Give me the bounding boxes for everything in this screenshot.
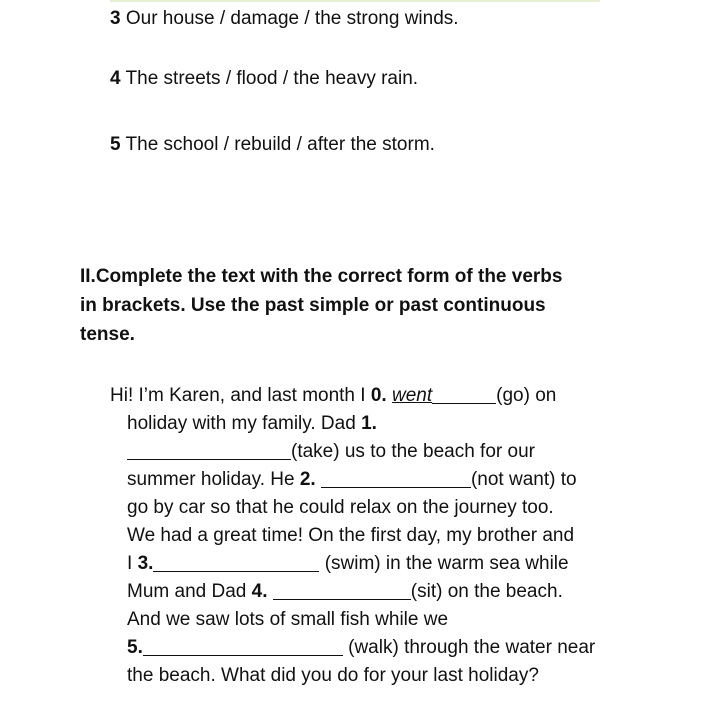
item-text: The streets / flood / the heavy rain. [125, 68, 419, 89]
example-answer: went [391, 385, 433, 406]
text: (walk) through the water near [342, 637, 596, 658]
text: (go) on [496, 385, 557, 406]
exercise-item-4 [110, 68, 418, 90]
heading-line: II.Complete the text with the correct form of the verbs [80, 266, 563, 287]
section-heading [80, 262, 660, 349]
blank-number-1: 1. [361, 413, 377, 434]
blank-1[interactable] [127, 439, 291, 460]
blank-0 [432, 383, 496, 404]
exercise-item-3 [110, 8, 459, 30]
paragraph-line: go by car so that he could relax on the journey too. [127, 497, 554, 518]
text: (take) us to the beach for our [291, 441, 535, 462]
text: holiday with my family. Dad [127, 413, 362, 434]
paragraph-line [110, 578, 650, 606]
text: (not want) to [470, 469, 577, 490]
text: Hi! I’m Karen, and last month I [110, 385, 366, 406]
text: (swim) in the warm sea while [319, 553, 569, 574]
heading-line: in brackets. Use the past simple or past continuous [80, 295, 546, 316]
blank-number-3: 3. [137, 553, 154, 574]
paragraph-line: the beach. What did you do for your last holiday? [127, 665, 539, 686]
item-number: 5 [110, 134, 121, 155]
text: (sit) on the beach. [410, 581, 563, 602]
blank-number-2: 2. [299, 469, 316, 490]
blank-2[interactable] [321, 467, 471, 488]
blank-number-4: 4. [251, 581, 268, 602]
blank-5[interactable] [143, 635, 343, 656]
heading-line: tense. [80, 324, 135, 345]
paragraph-line: And we saw lots of small fish while we [127, 609, 449, 630]
paragraph-line [110, 438, 650, 466]
paragraph-line [110, 466, 650, 494]
paragraph-line [110, 634, 650, 662]
blank-3[interactable] [153, 551, 319, 572]
text: I [127, 553, 138, 574]
blank-number-5: 5. [127, 637, 143, 658]
paragraph-line [110, 410, 650, 438]
exercise-item-5 [110, 134, 435, 156]
text: Mum and Dad [127, 581, 252, 602]
top-rule [110, 0, 600, 2]
item-number: 3 [110, 8, 121, 29]
item-text: Our house / damage / the strong winds. [125, 8, 459, 29]
item-text: The school / rebuild / after the storm. [125, 134, 435, 155]
blank-4[interactable] [273, 579, 411, 600]
blank-number-0: 0. [370, 385, 387, 406]
cloze-paragraph [110, 382, 650, 690]
paragraph-line [110, 550, 650, 578]
paragraph-line: We had a great time! On the first day, my brother and [127, 525, 575, 546]
paragraph-line [110, 382, 650, 410]
item-number: 4 [110, 68, 121, 89]
text: summer holiday. He [127, 469, 300, 490]
